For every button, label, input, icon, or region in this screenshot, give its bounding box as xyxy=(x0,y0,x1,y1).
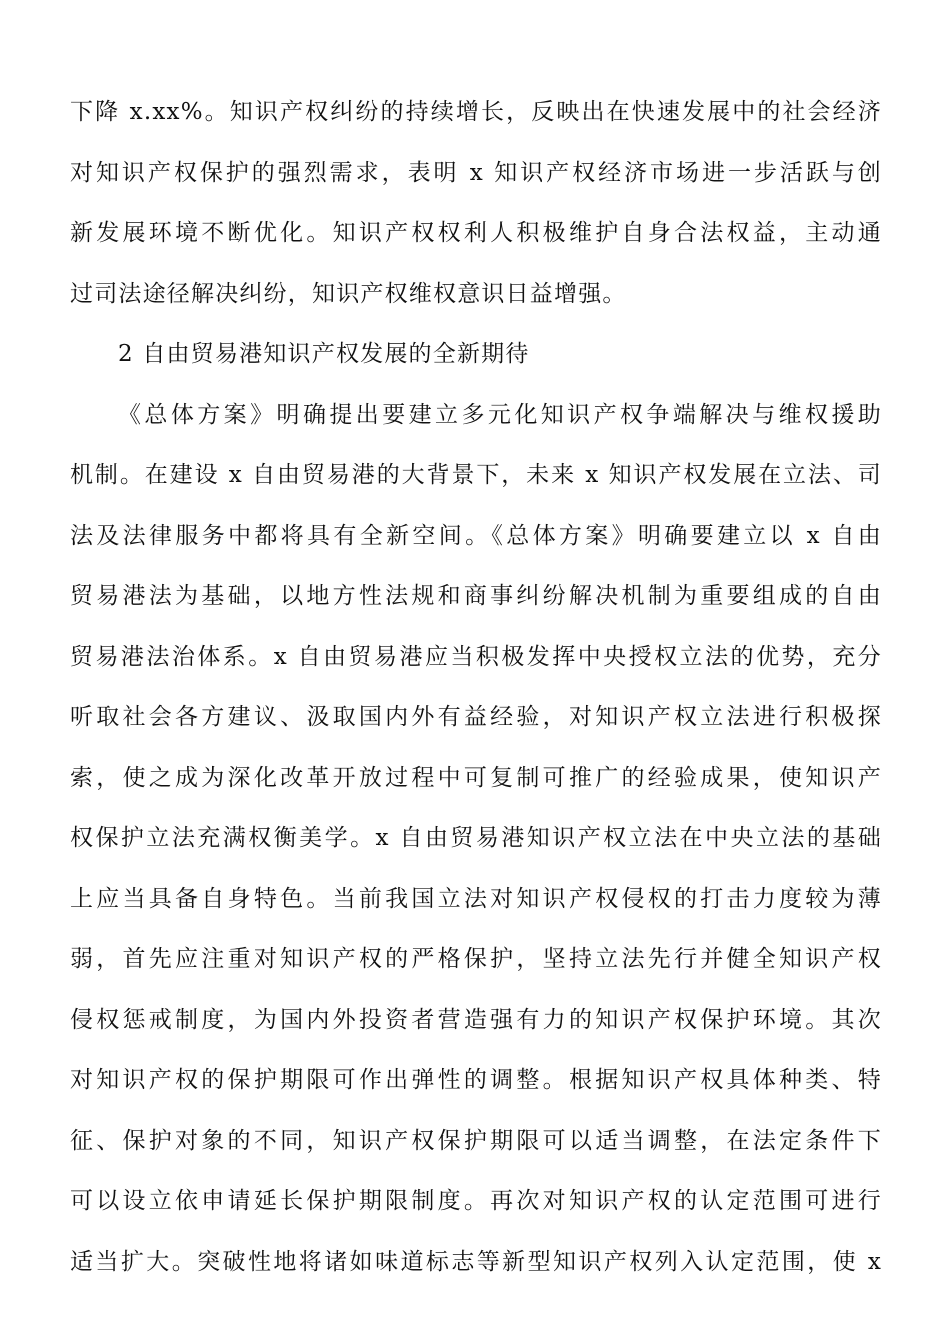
section-heading: 2 自由贸易港知识产权发展的全新期待 xyxy=(118,341,530,367)
text-line: 《总体方案》明确提出要建立多元化知识产权争端解决与维权援助 xyxy=(118,401,882,428)
text-line: 新发展环境不断优化。知识产权权利人积极维护自身合法权益，主动通 xyxy=(70,220,882,246)
text-line: 机制。在建设 x 自由贸易港的大背景下，未来 x 知识产权发展在立法、司 xyxy=(70,462,882,488)
text-line: 听取社会各方建议、汲取国内外有益经验，对知识产权立法进行积极探 xyxy=(70,704,882,730)
text-line: 贸易港法治体系。x 自由贸易港应当积极发挥中央授权立法的优势，充分 xyxy=(70,643,882,670)
text-line: 适当扩大。突破性地将诸如味道标志等新型知识产权列入认定范围，使 x xyxy=(70,1248,882,1275)
text-line: 过司法途径解决纠纷，知识产权维权意识日益增强。 xyxy=(70,280,627,307)
text-line: 贸易港法为基础，以地方性法规和商事纠纷解决机制为重要组成的自由 xyxy=(70,583,882,609)
text-line: 对知识产权保护的强烈需求，表明 x 知识产权经济市场进一步活跃与创 xyxy=(70,159,882,186)
text-line: 上应当具备自身特色。当前我国立法对知识产权侵权的打击力度较为薄 xyxy=(70,885,882,912)
text-line: 可以设立依申请延长保护期限制度。再次对知识产权的认定范围可进行 xyxy=(70,1188,882,1214)
text-line: 下降 x.xx%。知识产权纠纷的持续增长，反映出在快速发展中的社会经济 xyxy=(70,99,882,125)
text-line: 法及法律服务中都将具有全新空间。《总体方案》明确要建立以 x 自由 xyxy=(70,522,882,549)
text-line: 征、保护对象的不同，知识产权保护期限可以适当调整，在法定条件下 xyxy=(70,1127,882,1154)
text-line: 权保护立法充满权衡美学。x 自由贸易港知识产权立法在中央立法的基础 xyxy=(70,825,882,851)
text-line: 弱，首先应注重对知识产权的严格保护，坚持立法先行并健全知识产权 xyxy=(70,946,882,972)
document-body xyxy=(70,82,882,1292)
text-line: 侵权惩戒制度，为国内外投资者营造强有力的知识产权保护环境。其次 xyxy=(70,1006,882,1033)
text-line: 索，使之成为深化改革开放过程中可复制可推广的经验成果，使知识产 xyxy=(70,764,882,791)
text-line: 对知识产权的保护期限可作出弹性的调整。根据知识产权具体种类、特 xyxy=(70,1067,882,1093)
